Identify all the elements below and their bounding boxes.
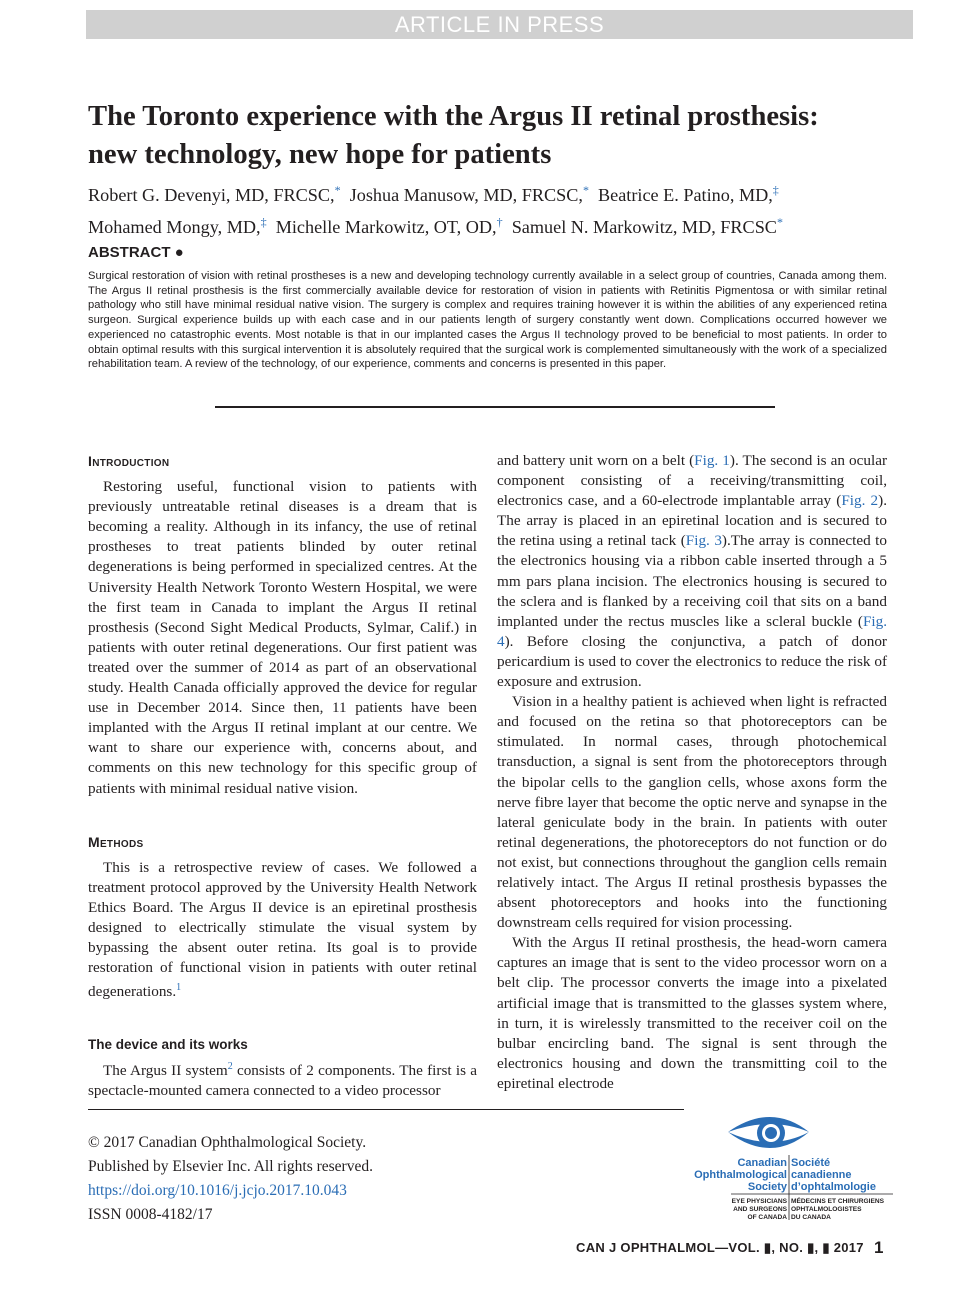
publisher-text: Published by Elsevier Inc. All rights reserved.: [88, 1158, 373, 1175]
issn-text: ISSN 0008-4182/17: [88, 1206, 213, 1223]
affiliation-mark[interactable]: *: [582, 183, 589, 197]
abstract-divider: [215, 406, 775, 408]
figure-link[interactable]: Fig. 2: [841, 492, 879, 510]
affiliation-mark[interactable]: *: [334, 183, 341, 197]
device-subheading: The device and its works: [88, 1037, 248, 1053]
abstract-text: Surgical restoration of vision with retinal prostheses is a new and developing technology currently available in a select group of countries, Canada among them. The Argus II retinal prosthesis is the first commercially available device for restoration of vision in patients with Retinitis Pigmentosa or with similar retinal pathology who still have minimal residual native vision. The surgery is complex and requires training however it is within the abilities of any experienced retina surgeon. Surgical experience builds up with each case and in our patients length of surgery constantly went down. Complications occurred however we experienced no catastrophic events. Most notable is that in our implanted cases the Argus II technology proved to be beneficial to most patients. In order to obtain optimal results with this surgical intervention it is absolutely required that the surgical work is complemented simultaneously with the work of a specialized rehabilitation team. A review of the technology, of our experience, comments and concerns is presented in this paper.: [88, 270, 887, 371]
logo-en-line1: Canadian: [737, 1157, 787, 1169]
title-line-2: new technology, new hope for patients: [88, 139, 552, 170]
methods-text: This is a retrospective review of cases. We followed a treatment protocol approved by the University Health Network Ethics Board. The Argus II device is an epiretinal prosthesis designed to electrically stimulate the visual system by bypassing the absent outer retina. Its goal is to provide restoration of functional vision in patients with outer retinal degenerations.: [88, 858, 477, 1001]
author: Beatrice E. Patino, MD,: [598, 185, 773, 205]
figure-link[interactable]: Fig. 3: [685, 532, 722, 550]
title-line-1: The Toronto experience with the Argus II retinal prosthesis:: [88, 101, 819, 132]
device-continued-paragraph: [497, 451, 887, 692]
body-text: and battery unit worn on a belt (: [497, 452, 695, 469]
journal-citation: CAN J OPHTHALMOL—VOL. ▮, NO. ▮, ▮ 2017: [576, 1240, 864, 1255]
body-text: ). The second is an ocular component consisting of a receiving/transmitting coil, electronics case, and a 60-electrode implantable array (: [497, 452, 887, 510]
author: Samuel N. Markowitz, MD, FRCSC: [511, 217, 777, 237]
footnote-divider: [88, 1109, 684, 1110]
figure-link[interactable]: Fig. 1: [694, 452, 730, 469]
logo-en-sub3: OF CANADA: [747, 1214, 787, 1221]
logo-fr-sub3: DU CANADA: [791, 1214, 831, 1221]
abstract-heading: ABSTRACT ●: [88, 244, 184, 261]
logo-fr-sub2: OPHTALMOLOGISTES: [791, 1206, 862, 1213]
device-text: consists of 2 components. The first is a spectacle-mounted camera connected to a video processor: [88, 1061, 477, 1099]
reference-link[interactable]: 2: [227, 1060, 233, 1072]
page-number: 1: [874, 1238, 884, 1257]
device-text: The Argus II system: [103, 1061, 228, 1079]
article-in-press-banner: ARTICLE IN PRESS: [86, 10, 913, 39]
eye-logo-icon: [728, 1117, 809, 1148]
author-list: [88, 177, 888, 241]
logo-fr-line1: Société: [791, 1157, 831, 1169]
methods-paragraph: [88, 858, 477, 1003]
methods-heading: Methods: [88, 833, 144, 850]
figure-link[interactable]: Fig. 4: [497, 612, 887, 650]
introduction-heading: Introduction: [88, 453, 170, 469]
argus-paragraph: With the Argus II retinal prosthesis, the head-worn camera captures an image that is sent to the video processor worn on a belt clip. The processor converts the image into a pixelated artificial image that is transmitted to the glasses system where, in turn, it is wirelessly transmitted to the receiver coil on the bulbar encircling band. The signal is sent through the electronics housing and down the transmitting coil to the epiretinal electrode: [497, 934, 887, 1092]
logo-fr-sub1: MÉDECINS ET CHIRURGIENS: [791, 1198, 885, 1205]
device-paragraph: [88, 1057, 477, 1101]
affiliation-mark[interactable]: ‡: [772, 183, 779, 197]
vision-paragraph: Vision in a healthy patient is achieved when light is refracted and focused on the retina so that photoreceptors can be stimulated. In normal cases, through photochemical transduction, a signal is sent from the photoreceptors through the bipolar cells to the ganglion cells, whose axons form the nerve fibre layer that become the optic nerve and synapse in the lateral geniculate body in the brain. In patients with outer retinal degenerations, the photoreceptors do not function or do not exist, but connections throughout the ganglion cells remain relatively intact. The Argus II retinal prosthesis bypasses the absent photoreceptors and hooks into the functioning downstream cells required for vision processing.: [497, 693, 887, 932]
body-text: ). The array is placed in an epiretinal location and is secured to the retina using a retinal tack (: [497, 492, 887, 550]
logo-en-line3: Society: [747, 1181, 787, 1193]
logo-en-sub1: EYE PHYSICIANS: [731, 1198, 787, 1205]
logo-en-line2: Ophthalmological: [694, 1169, 787, 1181]
copyright-text: © 2017 Canadian Ophthalmological Society.: [88, 1134, 367, 1151]
reference-link[interactable]: 1: [176, 982, 182, 994]
right-column: [497, 451, 887, 1094]
body-text: ). Before closing the conjunctiva, a patch of donor pericardium is used to cover the electronics to reduce the risk of exposure and extrusion.: [497, 632, 887, 691]
article-title: [88, 98, 918, 174]
logo-en-sub2: AND SURGEONS: [733, 1206, 787, 1213]
author: Robert G. Devenyi, MD, FRCSC,: [88, 185, 335, 205]
author: Michelle Markowitz, OT, OD,: [275, 217, 497, 237]
logo-fr-line2: canadienne: [791, 1169, 852, 1181]
body-text: ).The array is connected to the electronics housing via a ribbon cable inserted through a 5 mm pars plana incision. The electronics housing is secured to the sclera and is flanked by a receiving coil that sits on a band implanted under the rectus muscles like a scleral buckle (: [497, 532, 887, 630]
introduction-paragraph: Restoring useful, functional vision to patients with previously untreatable retinal diseases is a dream that is becoming a reality. Although in its infancy, the use of retinal prostheses to treat patients blinded by outer retinal degenerations is being performed in specialized centres. At the University Health Network Toronto Western Hospital, we were the first team in Canada to implant the Argus II retinal prosthesis (Second Sight Medical Products, Sylmar, Calif.) in patients with outer retinal degenerations. Our first patient was treated over the summer of 2014 as part of an observational study. Health Canada officially approved the device for regular use in December 2014. Since then, 11 patients have been implanted with the Argus II retinal implant at our centre. We want to share our experience with, concerns about, and comments on this new technology for this specific group of patients with minimal residual native vision.: [88, 478, 477, 797]
logo-fr-line3: d’ophtalmologie: [791, 1181, 876, 1193]
left-column: [88, 451, 477, 1101]
affiliation-mark[interactable]: †: [496, 215, 503, 229]
affiliation-mark[interactable]: *: [776, 215, 783, 229]
author: Mohamed Mongy, MD,: [88, 217, 261, 237]
affiliation-mark[interactable]: ‡: [260, 215, 267, 229]
author: Joshua Manusow, MD, FRCSC,: [349, 185, 583, 205]
footer-info: [88, 1131, 373, 1227]
doi-link[interactable]: https://doi.org/10.1016/j.jcjo.2017.10.043: [88, 1182, 347, 1199]
cos-logo: [693, 1108, 903, 1223]
